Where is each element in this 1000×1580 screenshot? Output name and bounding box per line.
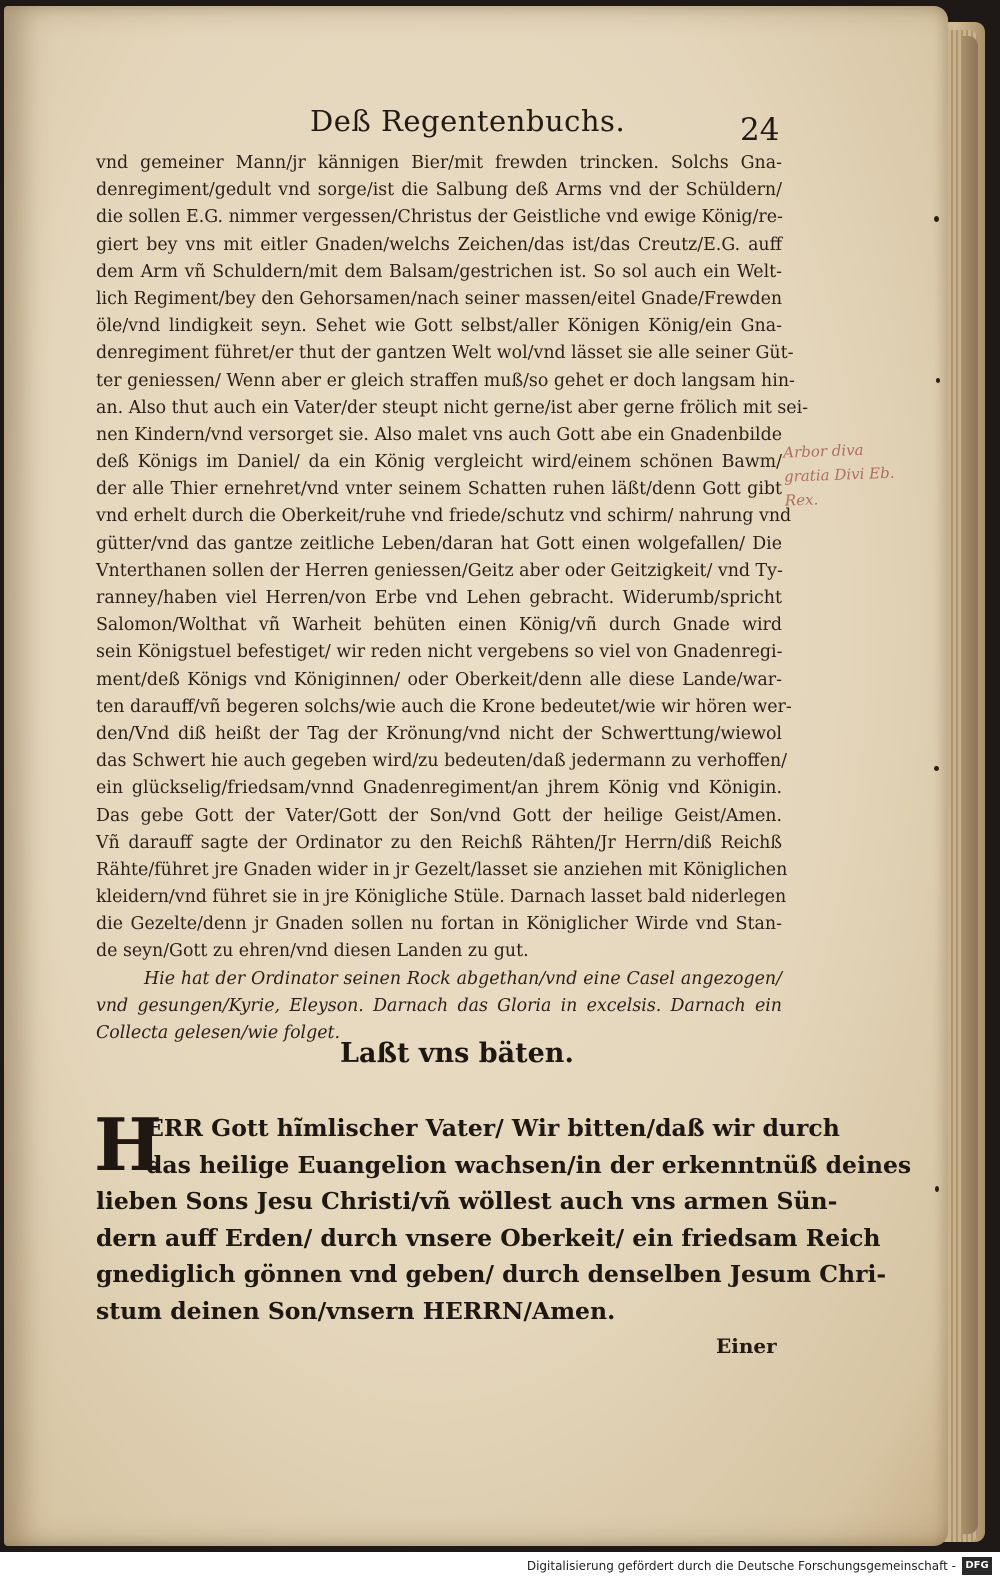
text-line: vnd gemeiner Mann/jr kännigen Bier/mit frewden trincken. Solchs Gna- [96, 153, 782, 173]
page-edges-shadow [962, 36, 978, 1534]
wormhole [935, 1186, 939, 1192]
text-line: dem Arm vñ Schuldern/mit dem Balsam/gestrichen ist. So sol auch ein Welt- [96, 261, 782, 282]
rubric-line: Collecta gelesen/wie folget. [96, 1023, 341, 1043]
prayer-line: ERR Gott hĩmlischer Vater/ Wir bitten/daß wir durch [146, 1114, 840, 1142]
text-line: nen Kindern/vnd versorget sie. Also malet vns auch Gott abe ein Gnadenbilde [96, 424, 782, 445]
text-line: lich Regiment/bey den Gehorsamen/nach seiner massen/eitel Gnade/Frewden [96, 288, 783, 309]
text-line: kleidern/vnd führet sie in jre Königliche Stüle. Darnach lasset bald niderlegen [96, 887, 787, 908]
text-line: Das gebe Gott der Vater/Gott der Son/vnd Gott der heilige Geist/Amen. [96, 805, 782, 826]
text-line: die sollen E.G. nimmer vergessen/Christus der Geistliche vnd ewige König/re- [96, 207, 783, 228]
marginal-note-line: Rex. [784, 490, 819, 510]
text-line: das Schwert hie auch gegeben wird/zu bedeuten/daß jedermann zu verhoffen/ [96, 751, 788, 772]
text-line: öle/vnd lindigkeit seyn. Sehet wie Gott selbst/aller Königen König/ein Gna- [96, 316, 782, 337]
text-line: Rähte/führet jre Gnaden wider in jr Gezelt/lasset sie anziehen mit Königlichen [96, 859, 788, 880]
text-line: ten darauff/vñ begeren solchs/wie auch die Krone bedeutet/wie wir hören wer- [96, 696, 792, 717]
running-head: Deß Regentenbuchs. [310, 104, 626, 138]
page-number: 24 [740, 112, 780, 148]
text-line: vnd erhelt durch die Oberkeit/ruhe vnd friede/schutz vnd schirm/ nahrung vnd [96, 506, 792, 527]
rubric-line: vnd gesungen/Kyrie, Eleyson. Darnach das Gloria in excelsis. Darnach ein [96, 995, 782, 1016]
wormhole [934, 216, 939, 222]
text-line: ein glückselig/friedsam/vnnd Gnadenregiment/an jhrem König vnd Königin. [96, 778, 782, 799]
handwritten-marginal-note [783, 435, 935, 512]
text-line: der alle Thier ernehret/vnd vnter seinem Schatten ruhen läßt/denn Gott gibt [96, 479, 782, 500]
rubric [96, 966, 782, 1048]
text-line: de seyn/Gott zu ehren/vnd diesen Landen zu gut. [96, 941, 529, 962]
dfg-logo: DFG [962, 1557, 992, 1575]
prayer-text [94, 1102, 912, 1330]
prayer-line: stum deinen Son/vnsern HERRN/Amen. [96, 1296, 616, 1325]
rubric-line: Hie hat der Ordinator seinen Rock abgethan/vnd eine Casel angezogen/ [144, 968, 782, 989]
wormhole [936, 378, 940, 383]
text-line: Vnterthanen sollen der Herren geniessen/Geitz aber oder Geitzigkeit/ vnd Ty- [96, 560, 783, 581]
text-line: denregiment/gedult vnd sorge/ist die Salbung deß Arms vnd der Schüldern/ [96, 180, 782, 201]
section-heading: Laßt vns bäten. [340, 1038, 574, 1069]
text-line: ranney/haben viel Herren/von Erbe vnd Lehen gebracht. Widerumb/spricht [96, 588, 782, 608]
drop-initial: H [94, 1102, 163, 1187]
text-line: ter geniessen/ Wenn aber er gleich straffen muß/so gehet er doch langsam hin- [96, 370, 795, 391]
text-line: giert bey vns mit eitler Gnaden/welchs Zeichen/das ist/das Creutz/E.G. auff [96, 234, 782, 255]
text-line: an. Also thut auch ein Vater/der steupt nicht gerne/ist aber gerne frölich mit sei- [96, 397, 809, 418]
wormhole [934, 766, 939, 771]
footer-bar [0, 1552, 1000, 1580]
prayer-line: das heilige Euangelion wachsen/in der erkenntnüß deines [146, 1150, 912, 1179]
prayer-line: dern auff Erden/ durch vnsere Oberkeit/ ein friedsam Reich [96, 1223, 881, 1252]
text-line: gütter/vnd das gantze zeitliche Leben/daran hat Gott einen wolgefallen/ Die [96, 533, 782, 554]
text-line: Vñ darauff sagte der Ordinator zu den Reichß Rähten/Jr Herrn/diß Reichß [96, 832, 782, 853]
text-line: Salomon/Wolthat vñ Warheit behüten einen König/vñ durch Gnade wird [96, 615, 782, 636]
funding-notice: Digitalisierung gefördert durch die Deutsche Forschungsgemeinschaft - [526, 1559, 956, 1573]
text-line: sein Königstuel befestiget/ wir reden nicht vergebens so viel von Gnadenregi- [96, 642, 783, 663]
text-line: ment/deß Königs vnd Königinnen/ oder Oberkeit/denn alle diese Lande/war- [96, 669, 782, 690]
text-line: den/Vnd diß heißt der Tag der Krönung/vnd nicht der Schwerttung/wiewol [96, 723, 782, 744]
prayer-line: lieben Sons Jesu Christi/vñ wöllest auch vns armen Sün- [96, 1187, 838, 1216]
text-line: denregiment führet/er thut der gantzen Welt wol/vnd lässet sie alle seiner Güt- [96, 343, 794, 364]
text-line: die Gezelte/denn jr Gnaden sollen nu fortan in Königlicher Wirde vnd Stan- [96, 914, 782, 935]
prayer-line: gnediglich gönnen vnd geben/ durch denselben Jesum Chri- [96, 1260, 887, 1289]
marginal-note-line: Arbor diva [782, 440, 864, 462]
text-line: deß Königs im Daniel/ da ein König vergleicht wird/einem schönen Bawm/ [96, 452, 782, 473]
marginal-note-line: gratia Divi Eb. [783, 463, 895, 486]
catchword: Einer [716, 1334, 777, 1358]
